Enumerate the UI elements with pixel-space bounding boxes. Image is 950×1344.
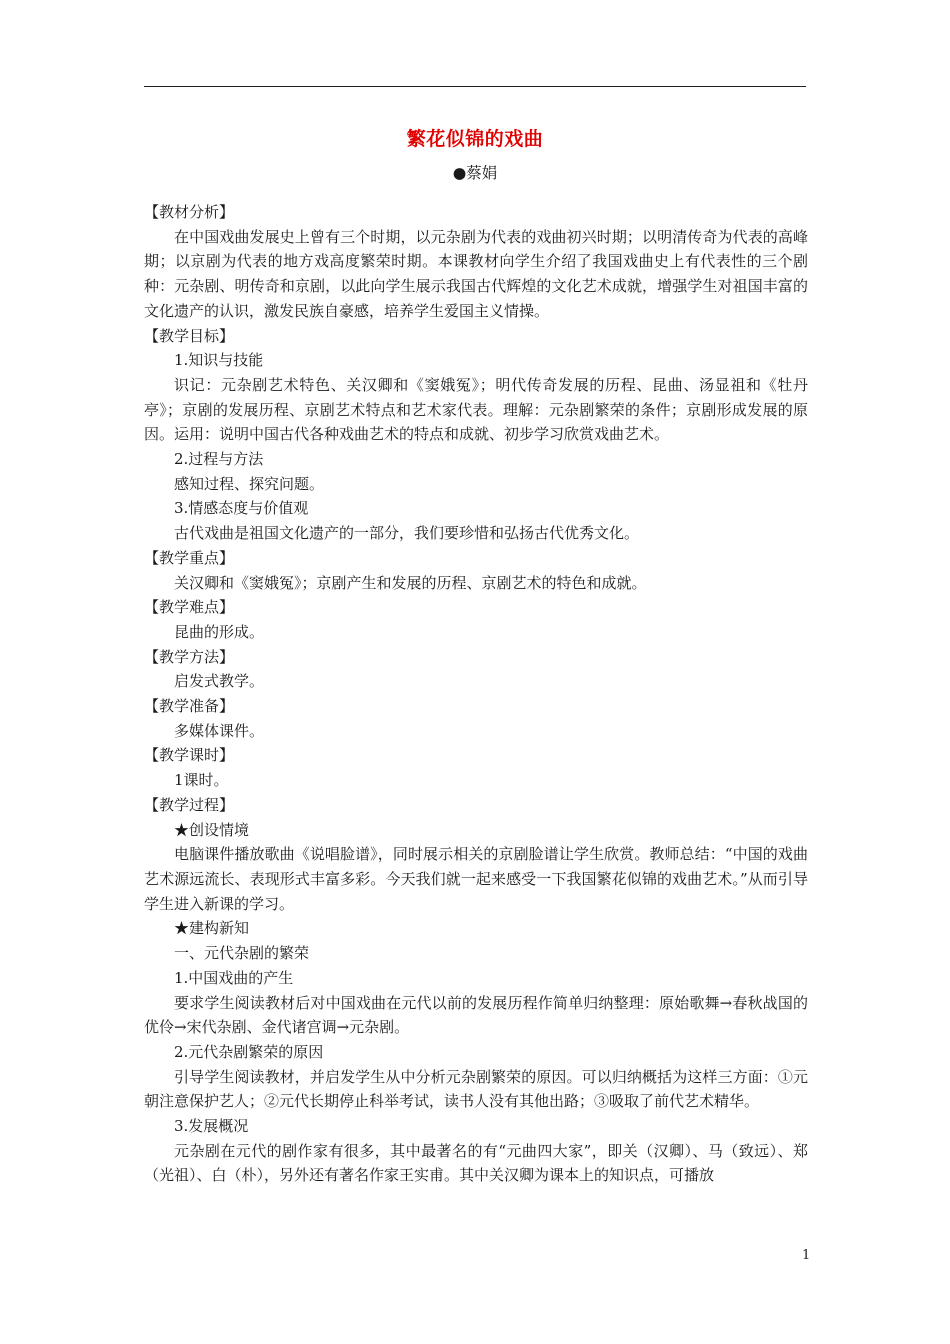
body-paragraph: 多媒体课件。	[174, 721, 265, 740]
body-paragraph: 识记：元杂剧艺术特色、关汉卿和《窦娥冤》；明代传奇发展的历程、昆曲、汤显祖和《牡丹亭》；京剧的发展历程、京剧艺术特点和艺术家代表。理解：元杂剧繁荣的条件；京剧形成发展的原因。运用：说明中国古代各种戏曲艺术的特点和成就、初步学习欣赏戏曲艺术。	[144, 375, 808, 444]
subheading: ★建构新知	[174, 919, 250, 938]
section-heading: 【教学重点】	[144, 548, 235, 567]
subheading: ★创设情境	[174, 820, 250, 839]
body-paragraph: 昆曲的形成。	[174, 622, 265, 641]
body-paragraph: 在中国戏曲发展史上曾有三个时期，以元杂剧为代表的戏曲初兴时期；以明清传奇为代表的高峰期；以京剧为代表的地方戏高度繁荣时期。本课教材向学生介绍了我国戏曲史上有代表性的三个剧种：元杂剧、明传奇和京剧，以此向学生展示我国古代辉煌的文化艺术成就，增强学生对祖国丰富的文化遗产的认识，激发民族自豪感，培养学生爱国主义情操。	[144, 227, 808, 320]
body-paragraph: 关汉卿和《窦娥冤》；京剧产生和发展的历程、京剧艺术的特色和成就。	[174, 573, 647, 592]
body-paragraph: 元杂剧在元代的剧作家有很多，其中最著名的有“元曲四大家”，即关（汉卿）、马（致远）、郑（光祖）、白（朴），另外还有著名作家王实甫。其中关汉卿为课本上的知识点，可播放	[144, 1141, 808, 1185]
subheading: 2.过程与方法	[174, 450, 264, 469]
subheading: 3.情感态度与价值观	[174, 499, 309, 518]
section-heading: 【教学目标】	[144, 326, 235, 345]
document-body	[144, 200, 808, 1188]
section-heading: 【教学课时】	[144, 746, 235, 765]
header-rule	[144, 86, 806, 87]
section-heading: 【教学难点】	[144, 598, 235, 617]
body-paragraph: 启发式教学。	[174, 672, 265, 691]
subheading: 1.知识与技能	[174, 351, 264, 370]
body-paragraph: 感知过程、探究问题。	[174, 474, 325, 493]
body-paragraph: 要求学生阅读教材后对中国戏曲在元代以前的发展历程作简单归纳整理：原始歌舞→春秋战国的优伶→宋代杂剧、金代诸宫调→元杂剧。	[144, 993, 808, 1037]
section-heading: 【教学方法】	[144, 647, 235, 666]
author-line: ●蔡娟	[452, 164, 498, 182]
body-paragraph: 引导学生阅读教材，并启发学生从中分析元杂剧繁荣的原因。可以归纳概括为这样三方面：①元朝注意保护艺人；②元代长期停止科举考试，读书人没有其他出路；③吸取了前代艺术精华。	[144, 1067, 808, 1111]
section-heading: 【教材分析】	[144, 203, 235, 221]
body-paragraph: 1课时。	[174, 771, 229, 790]
section-heading: 【教学过程】	[144, 795, 235, 814]
section-heading: 【教学准备】	[144, 697, 235, 716]
subheading: 3.发展概况	[174, 1117, 249, 1136]
page-number: 1	[802, 1248, 811, 1263]
subheading: 一、元代杂剧的繁荣	[174, 944, 310, 963]
body-paragraph: 电脑课件播放歌曲《说唱脸谱》，同时展示相关的京剧脸谱让学生欣赏。教师总结：“中国的戏曲艺术源远流长、表现形式丰富多彩。今天我们就一起来感受一下我国繁花似锦的戏曲艺术。”从而引导学生进入新课的学习。	[144, 845, 808, 913]
page-title: 繁花似锦的戏曲	[406, 128, 544, 150]
body-paragraph: 古代戏曲是祖国文化遗产的一部分，我们要珍惜和弘扬古代优秀文化。	[174, 524, 640, 543]
subheading: 2.元代杂剧繁荣的原因	[174, 1042, 324, 1061]
subheading: 1.中国戏曲的产生	[174, 968, 294, 987]
